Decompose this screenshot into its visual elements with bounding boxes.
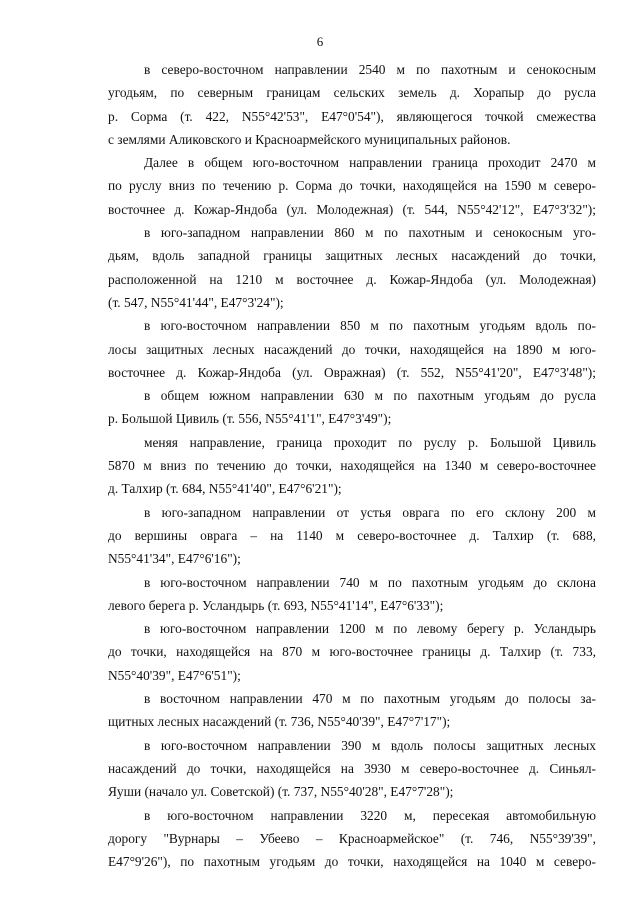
text-line: до вершины оврага – на 1140 м северо-восточнее д. Талхир (т. 688,: [108, 527, 596, 543]
body-paragraph: [108, 734, 596, 804]
text-line: в общем южном направлении 630 м по пахотным угодьям до русла: [144, 388, 596, 404]
text-line: лосы защитных лесных насаждений до точки, находящейся на 1890 м юго-: [108, 341, 596, 357]
text-line: в восточном направлении 470 м по пахотным угодьям до полосы за-: [144, 691, 596, 707]
text-line: левого берега р. Усландырь (т. 693, N55°41'14", E47°6'33");: [108, 597, 444, 613]
page-number: 6: [316, 34, 324, 49]
body-paragraph: [108, 431, 596, 501]
body-paragraph: [108, 151, 596, 221]
document-body: [108, 58, 596, 873]
body-paragraph: [108, 501, 596, 571]
text-line: меняя направление, граница проходит по руслу р. Большой Цивиль: [144, 434, 596, 450]
text-line: Далее в общем юго-восточном направлении граница проходит 2470 м: [144, 155, 596, 171]
body-paragraph: [108, 384, 596, 431]
text-line: Яуши (начало ул. Советской) (т. 737, N55°40'28", E47°7'28");: [108, 784, 454, 800]
text-line: дьям, вдоль западной границы защитных лесных насаждений до точки,: [108, 248, 596, 264]
text-line: N55°40'39", E47°6'51");: [108, 667, 241, 683]
text-line: р. Большой Цивиль (т. 556, N55°41'1", E47°3'49");: [108, 411, 392, 427]
text-line: р. Сорма (т. 422, N55°42'53", E47°0'54"), являющегося точкой смежества: [108, 108, 596, 124]
body-paragraph: [108, 617, 596, 687]
text-line: насаждений до точки, находящейся на 3930 м северо-восточнее д. Синьял-: [108, 760, 596, 776]
text-line: в юго-восточном направлении 1200 м по левому берегу р. Усландырь: [144, 621, 596, 637]
text-line: в юго-восточном направлении 3220 м, пересекая автомобильную: [144, 807, 596, 823]
body-paragraph: [108, 687, 596, 734]
body-paragraph: [108, 571, 596, 618]
text-line: д. Талхир (т. 684, N55°41'40", E47°6'21");: [108, 481, 342, 497]
text-line: (т. 547, N55°41'44", E47°3'24");: [108, 294, 284, 310]
text-line: щитных лесных насаждений (т. 736, N55°40'39", E47°7'17");: [108, 714, 451, 730]
body-paragraph: [108, 314, 596, 384]
body-paragraph: [108, 804, 596, 874]
text-line: дорогу "Вурнары – Убеево – Красноармейское" (т. 746, N55°39'39",: [108, 830, 596, 846]
body-paragraph: [108, 221, 596, 314]
text-line: в юго-западном направлении 860 м по пахотным и сенокосным уго-: [144, 225, 596, 241]
text-line: восточнее д. Кожар-Яндоба (ул. Молодежная) (т. 544, N55°42'12", E47°3'32");: [108, 201, 596, 217]
text-line: 5870 м вниз по течению до точки, находящейся на 1340 м северо-восточнее: [108, 458, 596, 474]
text-line: до точки, находящейся на 870 м юго-восточнее границы д. Талхир (т. 733,: [108, 644, 596, 660]
text-line: в юго-западном направлении от устья оврага по его склону 200 м: [144, 504, 596, 520]
text-line: расположенной на 1210 м восточнее д. Кожар-Яндоба (ул. Молодежная): [108, 271, 596, 287]
text-line: с землями Аликовского и Красноармейского муниципальных районов.: [108, 131, 511, 147]
text-line: в юго-восточном направлении 740 м по пахотным угодьям до склона: [144, 574, 596, 590]
text-line: в юго-восточном направлении 390 м вдоль полосы защитных лесных: [144, 737, 596, 753]
text-line: восточнее д. Кожар-Яндоба (ул. Овражная) (т. 552, N55°41'20", E47°3'48");: [108, 364, 596, 380]
text-line: по руслу вниз по течению р. Сорма до точки, находящейся на 1590 м северо-: [108, 178, 596, 194]
body-paragraph: [108, 58, 596, 151]
text-line: в северо-восточном направлении 2540 м по пахотным и сенокосным: [144, 62, 596, 77]
text-line: угодьям, по северным границам сельских земель д. Хорапыр до русла: [108, 85, 596, 101]
text-line: E47°9'26"), по пахотным угодьям до точки, находящейся на 1040 м северо-: [108, 854, 596, 870]
text-line: N55°41'34", E47°6'16");: [108, 551, 241, 567]
text-line: в юго-восточном направлении 850 м по пахотным угодьям вдоль по-: [144, 318, 596, 334]
